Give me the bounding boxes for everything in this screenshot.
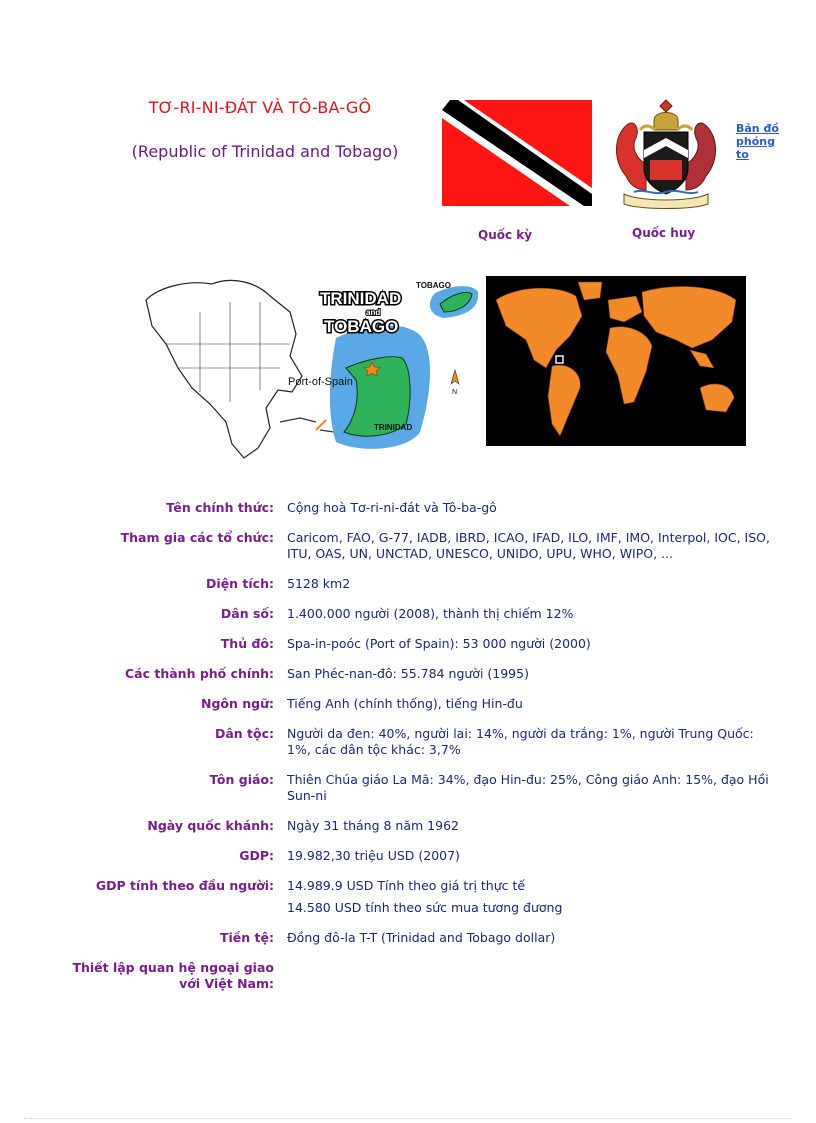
fact-label: Tôn giáo:: [209, 772, 274, 787]
fact-value: 5128 km2: [287, 576, 351, 591]
fact-value: 19.982,30 triệu USD (2007): [287, 848, 460, 863]
fact-value: San Phéc-nan-đô: 55.784 người (1995): [287, 666, 529, 681]
map-label-trinidad: TRINIDAD: [374, 423, 413, 432]
fact-label: Các thành phố chính:: [124, 666, 274, 681]
fact-value: Cộng hoà Tơ-ri-ni-đát và Tô-ba-gô: [287, 500, 497, 515]
flag-caption: Quốc kỳ: [478, 228, 533, 242]
fact-label: GDP tính theo đầu người:: [95, 878, 274, 893]
map-heading-and: and: [366, 308, 381, 317]
fact-value: 1.400.000 người (2008), thành thị chiếm 12%: [287, 606, 574, 621]
fact-row-population: [60, 606, 790, 622]
fact-label: Ngôn ngữ:: [201, 696, 274, 711]
fact-row-diplomatic-relations: [60, 960, 790, 992]
fact-row-area: [60, 576, 790, 592]
fact-row-ethnic-groups: [60, 726, 790, 758]
national-flag: [442, 100, 592, 206]
fact-label: Dân số:: [220, 606, 274, 621]
map-label-north: N: [452, 389, 458, 396]
fact-value: Spa-in-poóc (Port of Spain): 53 000 người (2000): [287, 636, 591, 651]
fact-label: Tên chính thức:: [166, 500, 274, 515]
locator-arrow: [316, 420, 326, 430]
fact-row-official-name: [60, 500, 790, 516]
fact-label: Tham gia các tổ chức:: [120, 530, 274, 545]
fact-value-line: 14.989.9 USD Tính theo giá trị thực tế: [287, 878, 526, 893]
fact-label: GDP:: [239, 848, 274, 863]
coat-of-arms-caption: Quốc huy: [632, 226, 696, 240]
fact-label: Ngày quốc khánh:: [147, 818, 274, 833]
location-marker: [556, 356, 563, 363]
fact-row-languages: [60, 696, 790, 712]
page-subtitle: (Republic of Trinidad and Tobago): [131, 142, 399, 161]
fact-label: Thủ đô:: [220, 636, 274, 651]
helmet: [654, 113, 678, 131]
fact-value: Đồng đô-la T-T (Trinidad and Tobago dollar): [287, 930, 556, 945]
page-bottom-divider: [24, 1118, 792, 1119]
fact-value: Tiếng Anh (chính thống), tiếng Hin-đu: [287, 696, 523, 711]
fact-row-religions: [60, 772, 790, 804]
fact-value: Thiên Chúa giáo La Mã: 34%, đạo Hin-đu: 25%, Công giáo Anh: 15%, đạo Hồi Sun-ni: [287, 772, 769, 803]
fact-value: [287, 878, 777, 916]
fact-value-line: 14.580 USD tính theo sức mua tương đương: [287, 900, 563, 915]
fact-label: Thiết lập quan hệ ngoại giao với Việt Nam:: [72, 960, 274, 991]
fact-list: [60, 500, 790, 1006]
map-heading-bottom: TOBAGO: [324, 317, 399, 336]
ground-waves: [634, 191, 698, 193]
fact-row-national-day: [60, 818, 790, 834]
coat-of-arms: [610, 98, 722, 212]
ship-wheel-crest: [660, 100, 672, 112]
fact-label: Dân tộc:: [214, 726, 274, 741]
cocrico-right: [686, 123, 716, 190]
motto-scroll: [624, 194, 708, 209]
page-title: TƠ-RI-NI-ĐÁT VÀ TÔ-BA-GÔ: [148, 98, 372, 117]
fact-row-gdp: [60, 848, 790, 864]
fact-value: [287, 960, 777, 992]
map-label-capital: Port-of-Spain: [288, 376, 353, 388]
fact-label: Diện tích:: [206, 576, 274, 591]
fact-value: Người da đen: 40%, người lai: 14%, người da trắng: 1%, người Trung Quốc: 1%, các dân tộc khác: 3,7%: [287, 726, 754, 757]
fact-row-main-cities: [60, 666, 790, 682]
enlarge-map-link[interactable]: Bản đồ phóng to: [736, 122, 779, 161]
shield-lower: [650, 160, 682, 180]
map-label-tobago: TOBAGO: [416, 281, 451, 290]
map-heading-top: TRINIDAD: [320, 289, 402, 308]
fact-row-capital: [60, 636, 790, 652]
fact-row-currency: [60, 930, 790, 946]
trinidad-tobago-map: [140, 272, 480, 464]
fact-value: Ngày 31 tháng 8 năm 1962: [287, 818, 459, 833]
north-arrow-icon: [451, 370, 459, 384]
fact-row-gdp-per-capita: [60, 878, 790, 916]
fact-value: Caricom, FAO, G-77, IADB, IBRD, ICAO, IFAD, ILO, IMF, IMO, Interpol, IOC, ISO, ITU, OAS, UN, UNCTAD, UNESCO, UNIDO, UPU, WHO, WIPO, ...: [287, 530, 770, 561]
north-america-outline: [146, 280, 302, 458]
world-locator-map: [486, 276, 746, 446]
fact-row-organizations: [60, 530, 790, 562]
fact-label: Tiền tệ:: [220, 930, 274, 945]
scarlet-ibis-left: [616, 123, 646, 190]
